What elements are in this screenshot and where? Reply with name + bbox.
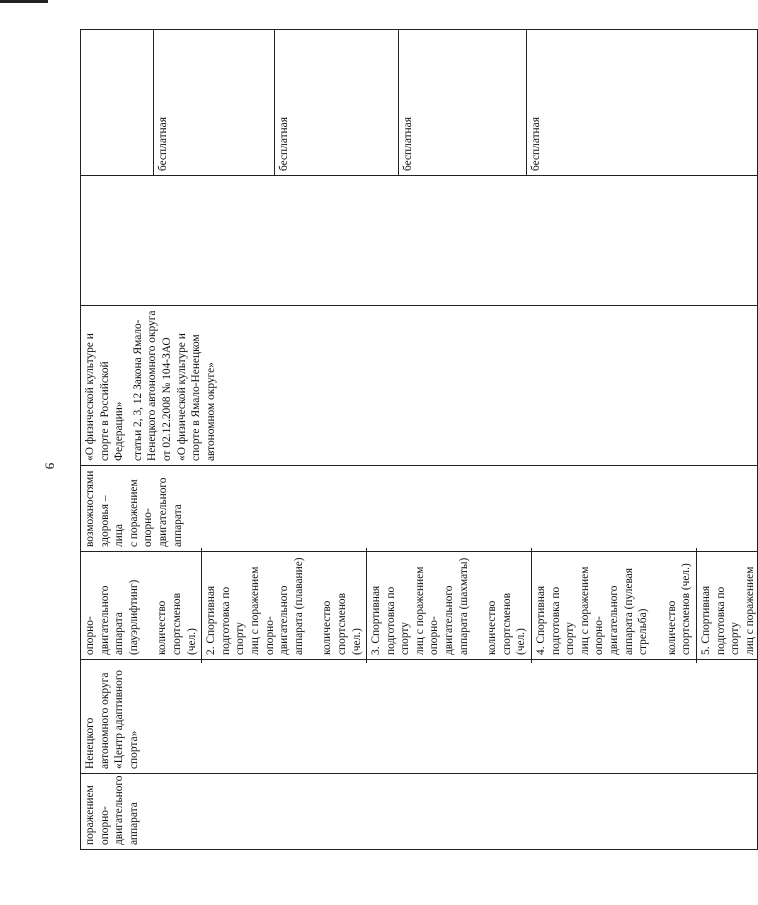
cell-line: 4. Спортивная [535,585,548,655]
service-item-4 [534,552,694,659]
cell-line: количество спортсменов [486,593,513,655]
legal-basis-cell [81,306,758,466]
cell-line: 2. Спортивная [205,585,218,655]
cell-line: опорно- [142,508,155,547]
cell-line: поражением [84,785,96,845]
cell-line: лиц с поражением [248,566,261,655]
services-cell [81,552,758,660]
cell-line: здоровья – лица [98,495,126,547]
cell-line: от 02.12.2008 № 104-ЗАО [160,337,173,461]
cell-line: аппарата (пауэрлифтинг) [113,579,140,655]
fee-stack [81,30,757,175]
cell-line: Ненецкого [84,717,96,769]
cell-line: аппарата (пулевая [622,568,635,655]
fee-empty-top [81,30,154,175]
cell-line: количество [665,600,678,655]
document-sheet [80,30,756,850]
service-item-2 [204,552,364,659]
cell-line: возможностями [84,470,96,547]
cell-line: 3. Спортивная [370,585,383,655]
cell-line: (чел.) [350,628,363,655]
service-divider [696,548,697,663]
fee-label: бесплатная [278,117,290,171]
cell-line: автономного округа [98,672,111,769]
cell-line: спорта» [127,730,140,769]
cell-line: аппарата (шахматы) [457,557,470,655]
institution-cell [81,660,758,774]
fee-label: бесплатная [157,117,169,171]
table-row [81,30,758,850]
fee-row [275,30,399,175]
cell-line: количество спортсменов [156,593,183,655]
cell-line: с поражением [127,479,140,547]
cell-line: подготовка по спорту [549,586,577,655]
fee-row [399,30,527,175]
fee-cell [81,30,758,176]
category-cell [81,774,758,850]
cell-line: подготовка по спорту [384,586,412,655]
service-divider [201,548,202,663]
cell-line: лиц с поражением [413,566,426,655]
cell-line: (чел.) [185,628,198,655]
cell-line: статьи 2, 3, 12 Закона Ямало- [131,319,144,461]
cell-line: «О физической культуре и [175,333,188,461]
cell-line: аппарата [171,504,184,547]
cell-line: аппарата (плавание) [292,557,305,655]
cell-line: двигательного [156,477,169,547]
cell-line: аппарата [127,802,140,845]
top-rule [0,0,48,3]
cell-line: «О физической культуре и [84,333,96,461]
cell-line: двигательного [113,775,126,845]
fee-row [154,30,275,175]
cell-line: подготовка по спорту [219,586,247,655]
cell-line: спорте в Российской [98,361,111,461]
cell-line: количество спортсменов [321,593,348,655]
cell-line: автономном округе» [204,362,217,461]
cell-line: спорте в Ямало-Ненецком [190,334,203,461]
cell-line: подготовка по спорту [714,586,742,655]
cell-line: опорно- [98,806,111,845]
cell-line: Федерации» [113,401,126,461]
fee-label: бесплатная [530,117,542,171]
cell-line: стрельба) [637,608,650,655]
fee-row [527,30,757,175]
cell-line: 5. Спортивная [699,585,712,655]
services-table [80,29,758,850]
empty-cell [81,176,758,306]
cell-line: опорно-двигательного [263,585,291,655]
service-divider [531,548,532,663]
fee-label: бесплатная [402,117,414,171]
service-item-5 [699,552,757,659]
cell-line: опорно-двигательного [84,585,111,655]
service-item-1 [81,552,199,659]
cell-line: опорно-двигательного [593,585,620,655]
cell-line: лиц с поражением [743,566,756,655]
cell-line: опорно-двигательного [428,585,456,655]
page-number: 9 [42,462,58,470]
recipients-cell [81,466,758,552]
service-divider [366,548,367,663]
service-item-3 [369,552,529,659]
cell-line: лиц с поражением [578,566,591,655]
cell-line: Ненецкого автономного округа [146,310,159,461]
rotated-table-wrapper [80,30,756,850]
cell-line: (чел.) [515,628,528,655]
cell-line: спортсменов (чел.) [680,563,693,655]
cell-line: «Центр адаптивного [113,670,126,769]
